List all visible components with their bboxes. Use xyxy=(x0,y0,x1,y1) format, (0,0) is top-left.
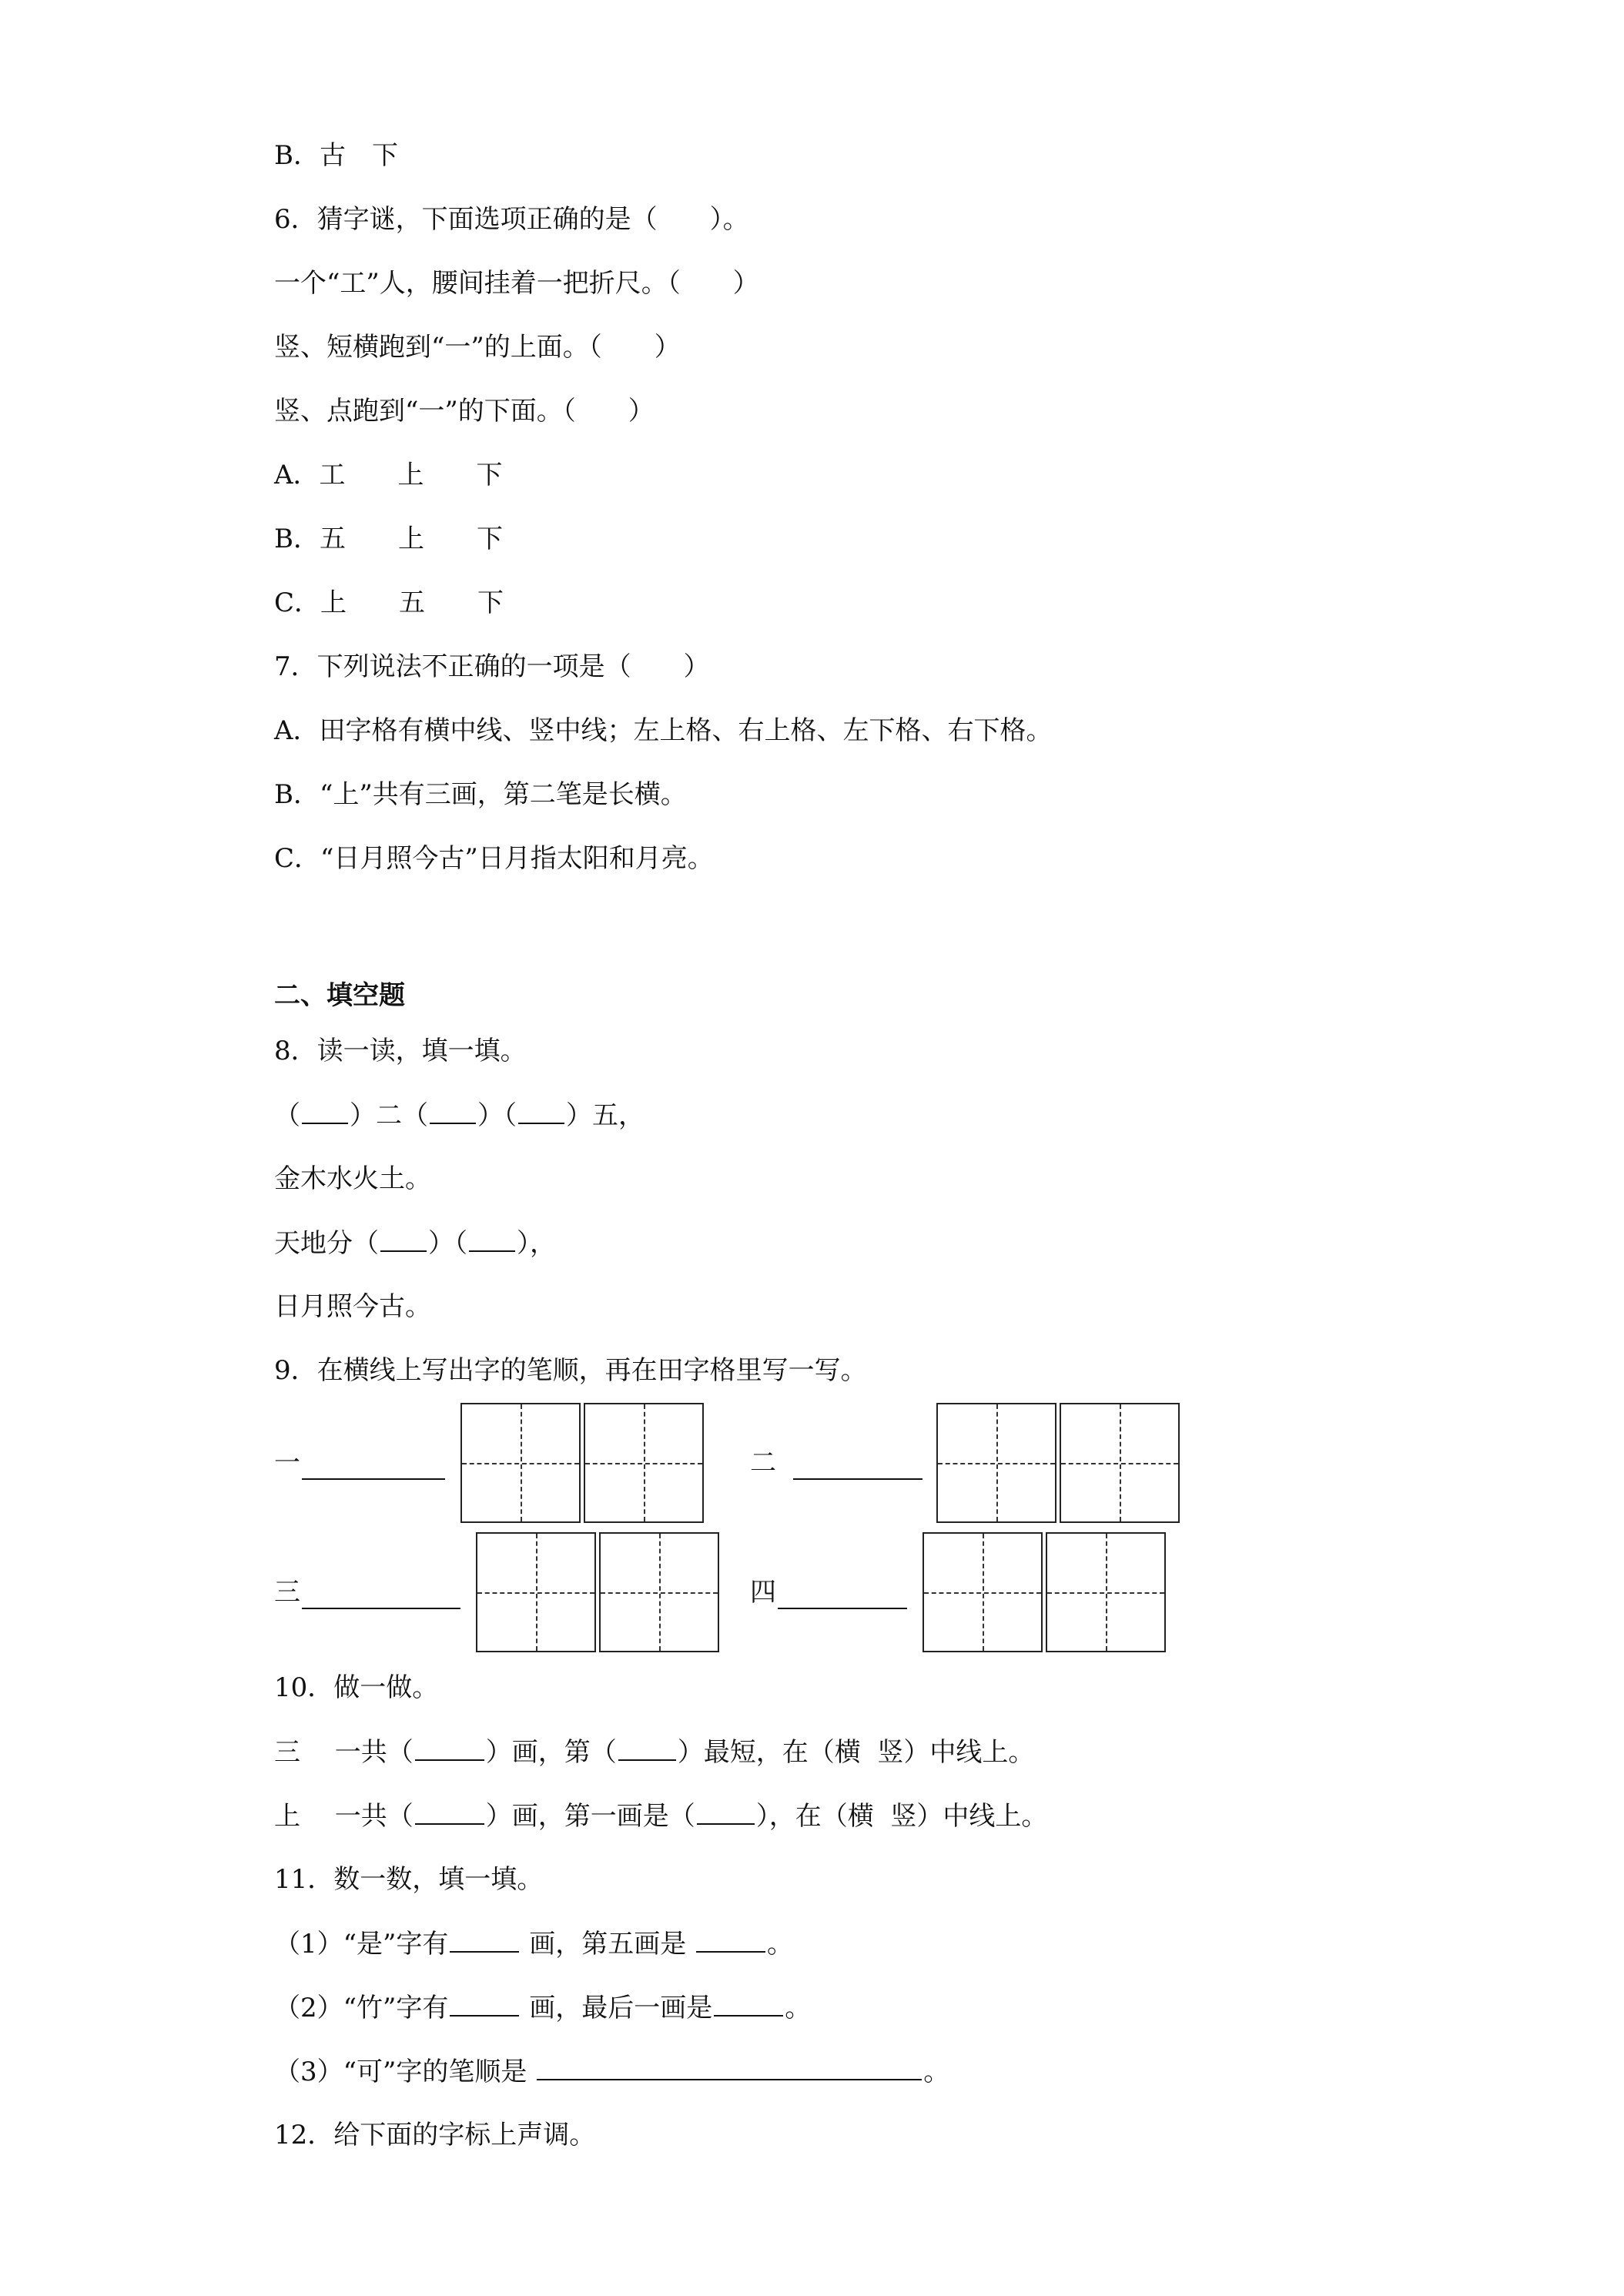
q11-blank-4[interactable] xyxy=(714,1992,783,2017)
q8-blank-5[interactable] xyxy=(469,1227,515,1252)
q10-blank-2[interactable] xyxy=(618,1736,676,1761)
q7-option-b: B．“上”共有三画，第二笔是长横。 xyxy=(274,779,687,810)
q10-blank-3[interactable] xyxy=(415,1800,484,1825)
tianzige-grid[interactable] xyxy=(922,1532,1043,1652)
q8-blank-4[interactable] xyxy=(380,1227,427,1252)
tianzige-grid[interactable] xyxy=(936,1403,1056,1523)
section-title: 二、填空题 xyxy=(274,980,405,1011)
q9-stem: 9．在横线上写出字的笔顺，再在田字格里写一写。 xyxy=(274,1355,867,1386)
q7-option-a: A．田字格有横中线、竖中线；左上格、右上格、左下格、右下格。 xyxy=(274,715,1053,746)
q7-option-c: C．“日月照今古”日月指太阳和月亮。 xyxy=(274,843,714,874)
q10-line-1: 三 一共（ ）画，第（ ）最短，在（横 竖）中线上。 xyxy=(274,1737,1035,1768)
q6-riddle-1: 一个“工”人，腰间挂着一把折尺。（ ） xyxy=(274,268,759,299)
q6-riddle-3: 竖、点跑到“一”的下面。（ ） xyxy=(274,396,655,427)
q11-item-3: （3）“可”字的笔顺是 。 xyxy=(274,2057,950,2087)
q8-blank-2[interactable] xyxy=(430,1099,476,1124)
q9-char-1: 一 xyxy=(274,1448,300,1478)
q10-blank-4[interactable] xyxy=(697,1800,755,1825)
q8-line-2: 金木水火土。 xyxy=(274,1163,431,1194)
q6-riddle-2: 竖、短横跑到“一”的上面。（ ） xyxy=(274,332,681,363)
q8-blank-3[interactable] xyxy=(518,1099,564,1124)
q10-blank-1[interactable] xyxy=(415,1736,484,1761)
tianzige-grid[interactable] xyxy=(584,1403,704,1523)
q6-stem: 6．猜字谜，下面选项正确的是（ ）。 xyxy=(274,204,749,235)
q11-item-1: （1）“是”字有 画，第五画是 。 xyxy=(274,1929,794,1960)
q11-blank-2[interactable] xyxy=(696,1928,765,1953)
q6-option-c: C．上 五 下 xyxy=(274,587,504,618)
q10-line-2: 上 一共（ ）画，第一画是（ ），在（横 竖）中线上。 xyxy=(274,1801,1048,1832)
q11-blank-5[interactable] xyxy=(537,2056,922,2080)
q11-stem: 11．数一数，填一填。 xyxy=(274,1864,544,1895)
q9-char-2: 二 xyxy=(750,1448,776,1478)
tianzige-grid[interactable] xyxy=(1060,1403,1180,1523)
tianzige-grid[interactable] xyxy=(460,1403,581,1523)
q8-blank-1[interactable] xyxy=(302,1099,348,1124)
q9-char-4: 四 xyxy=(750,1577,776,1608)
q9-stroke-line-3[interactable] xyxy=(302,1608,460,1609)
q6-option-b: B．五 上 下 xyxy=(274,524,503,554)
q6-option-a: A．工 上 下 xyxy=(274,460,503,490)
q9-stroke-line-4[interactable] xyxy=(778,1608,907,1609)
q5-option-b: B．古 下 xyxy=(274,140,398,171)
q8-line-1: （ ）二（ ）（ ）五， xyxy=(274,1100,645,1131)
q8-line-3: 天地分（ ）（ ）， xyxy=(274,1228,556,1259)
q8-line-4: 日月照今古。 xyxy=(274,1291,431,1322)
q10-stem: 10．做一做。 xyxy=(274,1672,439,1703)
q9-char-3: 三 xyxy=(274,1577,300,1608)
tianzige-grid[interactable] xyxy=(476,1532,596,1652)
q11-blank-3[interactable] xyxy=(450,1992,519,2017)
q11-item-2: （2）“竹”字有 画，最后一画是 。 xyxy=(274,1993,812,2023)
q12-stem: 12．给下面的字标上声调。 xyxy=(274,2120,596,2150)
q7-stem: 7．下列说法不正确的一项是（ ） xyxy=(274,651,710,682)
q9-stroke-line-2[interactable] xyxy=(793,1478,922,1480)
tianzige-grid[interactable] xyxy=(1046,1532,1166,1652)
q8-stem: 8．读一读，填一填。 xyxy=(274,1036,527,1066)
q9-stroke-line-1[interactable] xyxy=(302,1478,445,1480)
tianzige-grid[interactable] xyxy=(599,1532,719,1652)
q11-blank-1[interactable] xyxy=(450,1928,519,1953)
